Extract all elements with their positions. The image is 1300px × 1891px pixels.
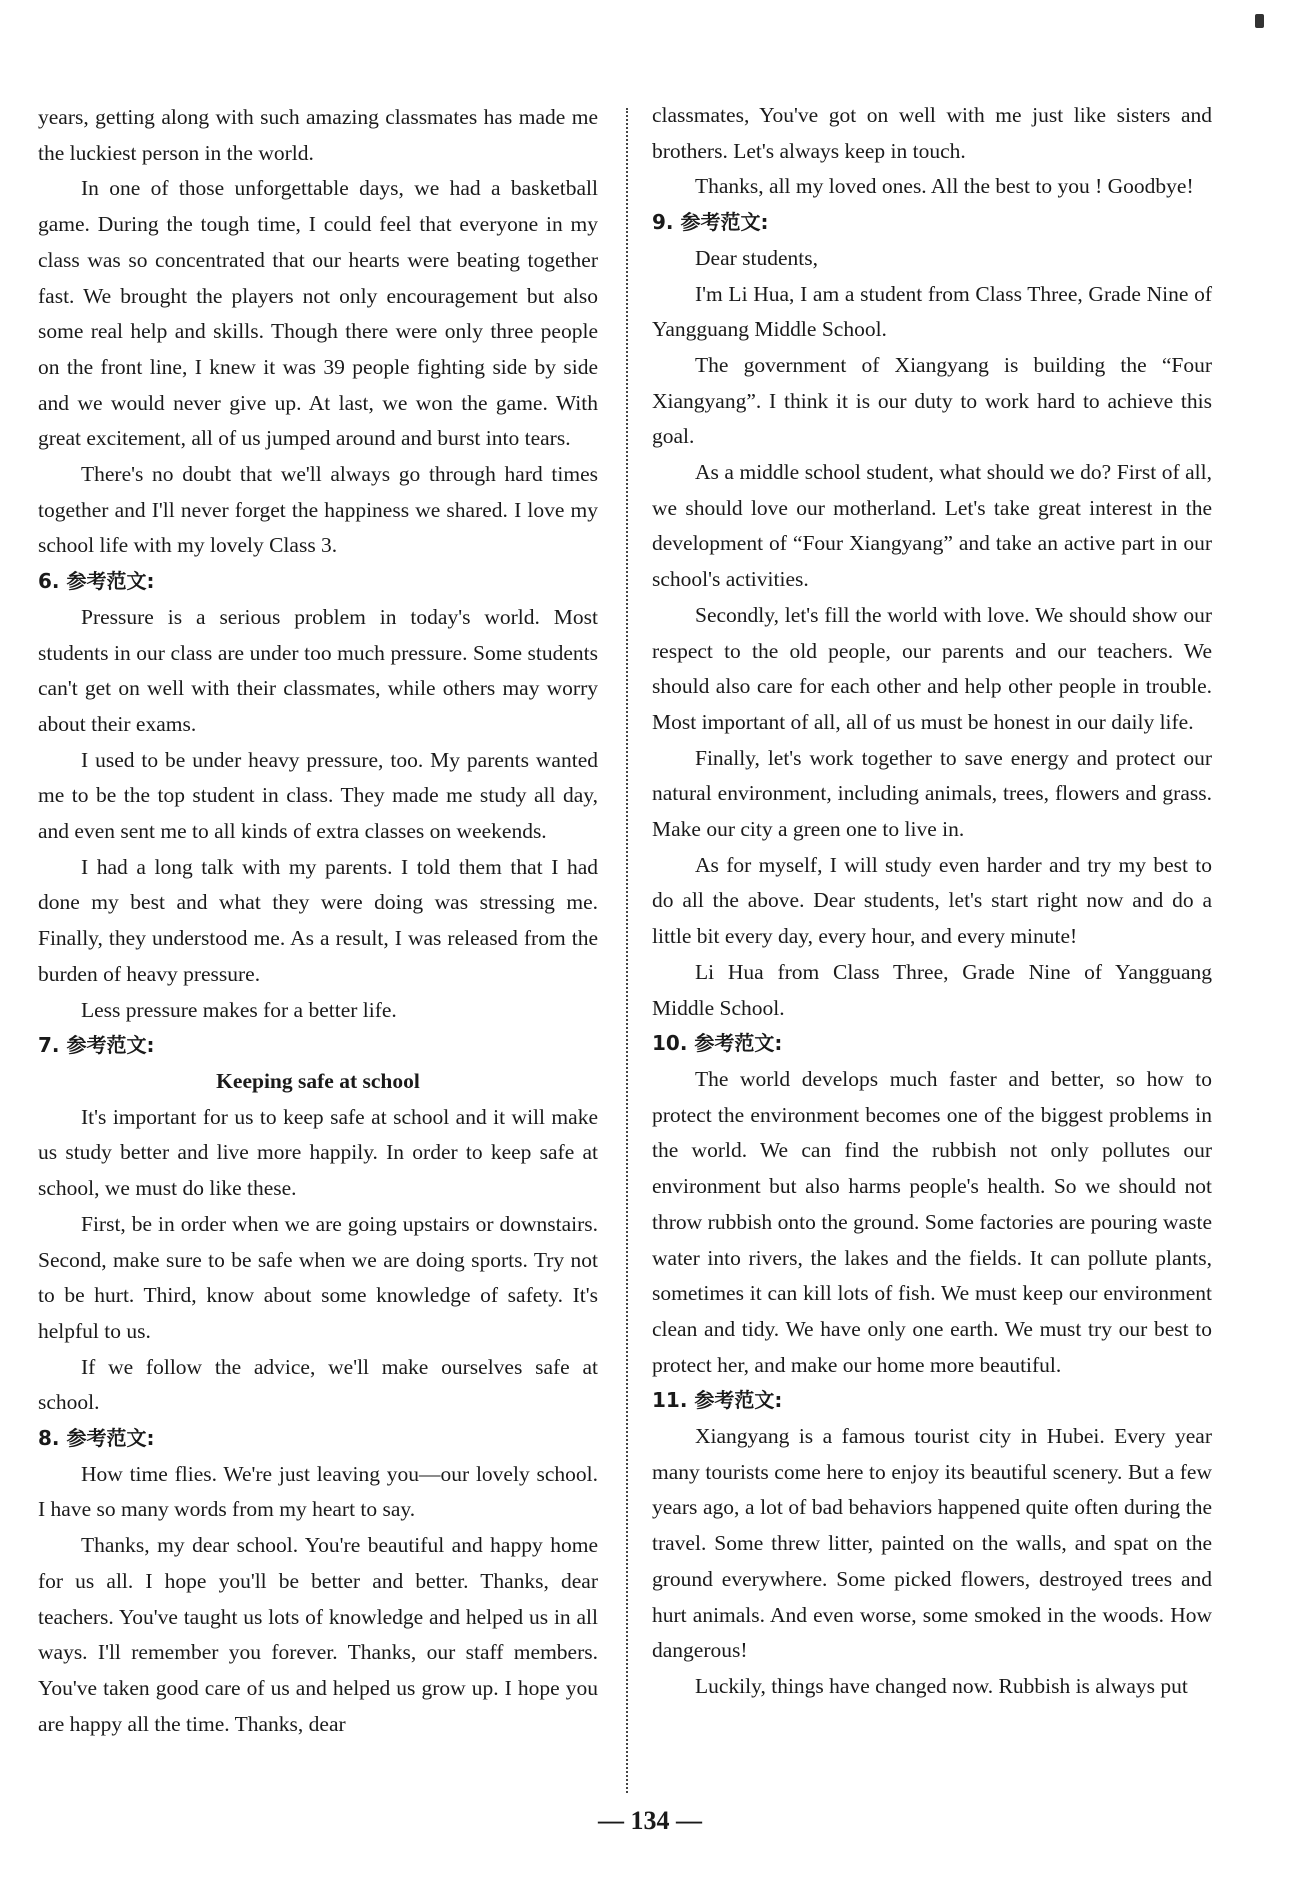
right-section-heading: 11. 参考范文: (652, 1388, 783, 1413)
left-paragraph: If we follow the advice, we'll make ourselves safe at school. (38, 1354, 598, 1415)
column-divider (626, 108, 628, 1793)
right-paragraph: Finally, let's work together to save energy and protect our natural environment, including animals, trees, flowers and grass. Make our city a green one to live in. (652, 745, 1212, 842)
right-paragraph: Dear students, (695, 245, 818, 270)
right-paragraph: I'm Li Hua, I am a student from Class Three, Grade Nine of Yangguang Middle School. (652, 281, 1212, 342)
left-paragraph: First, be in order when we are going upstairs or downstairs. Second, make sure to be safe when we are doing sports. Try not to be hurt. Third, know about some knowledge of safety. It's helpful to us. (38, 1211, 598, 1343)
right-paragraph: As for myself, I will study even harder and try my best to do all the above. Dear students, let's start right now and do a little bit every day, every hour, and every minute! (652, 852, 1212, 949)
right-paragraph: The government of Xiangyang is building the “Four Xiangyang”. I think it is our duty to work hard to achieve this goal. (652, 352, 1212, 449)
right-paragraph: The world develops much faster and better, so how to protect the environment becomes one of the biggest problems in the world. We can find the rubbish not only pollutes our environment but also harms people's health. So we should not throw rubbish onto the ground. Some factories are pouring waste water into rivers, the lakes and the fields. It can pollute plants, sometimes it can kill lots of fish. We must keep our environment clean and tidy. We have only one earth. We must try our best to protect her, and make our home more beautiful. (652, 1066, 1212, 1377)
right-paragraph: Secondly, let's fill the world with love. We should show our respect to the old people, our parents and our teachers. We should also care for each other and help other people in trouble. Most important of all, all of us must be honest in our daily life. (652, 602, 1212, 734)
left-paragraph: I used to be under heavy pressure, too. My parents wanted me to be the top student in class. They made me study all day, and even sent me to all kinds of extra classes on weekends. (38, 747, 598, 844)
right-paragraph: Li Hua from Class Three, Grade Nine of Yangguang Middle School. (652, 959, 1212, 1020)
right-section-heading: 10. 参考范文: (652, 1031, 783, 1056)
left-paragraph: In one of those unforgettable days, we had a basketball game. During the tough time, I could feel that everyone in my class was so concentrated that our hearts were beating together fast. We brought the players not only encouragement but also some real help and skills. Though there were only three people on the front line, I knew it was 39 people fighting side by side and we would never give up. At last, we won the game. With great excitement, all of us jumped around and burst into tears. (38, 176, 598, 451)
right-paragraph: Luckily, things have changed now. Rubbish is always put (695, 1673, 1188, 1698)
right-paragraph: classmates, You've got on well with me just like sisters and brothers. Let's always keep in touch. (652, 103, 1212, 163)
left-paragraph: years, getting along with such amazing classmates has made me the luckiest person in the world. (38, 105, 598, 165)
right-paragraph: As a middle school student, what should we do? First of all, we should love our motherland. Let's take great interest in the development of “Four Xiangyang” and take an active part in our school's activities. (652, 460, 1212, 592)
left-paragraph: How time flies. We're just leaving you—our lovely school. I have so many words from my heart to say. (38, 1461, 598, 1522)
left-paragraph: It's important for us to keep safe at school and it will make us study better and live more happily. In order to keep safe at school, we must do like these. (38, 1104, 598, 1201)
left-section-heading: 8. 参考范文: (38, 1426, 155, 1451)
right-paragraph: Xiangyang is a famous tourist city in Hubei. Every year many tourists come here to enjoy its beautiful scenery. But a few years ago, a lot of bad behaviors happened quite often during the travel. Some threw litter, painted on the walls, and spat on the ground everywhere. Some picked flowers, destroyed trees and hurt animals. And even worse, some smoked in the woods. How dangerous! (652, 1424, 1212, 1663)
left-paragraph: Pressure is a serious problem in today's world. Most students in our class are under too much pressure. Some students can't get on well with their classmates, while others may worry about their exams. (38, 604, 598, 736)
left-column (38, 100, 598, 1742)
left-paragraph: I had a long talk with my parents. I told them that I had done my best and what they were doing was stressing me. Finally, they understood me. As a result, I was released from the burden of heavy pressure. (38, 854, 598, 986)
corner-mark (1255, 14, 1264, 28)
left-paragraph: There's no doubt that we'll always go through hard times together and I'll never forget the happiness we shared. I love my school life with my lovely Class 3. (38, 462, 598, 558)
page-number: — 134 — (598, 1806, 702, 1835)
right-column (652, 98, 1212, 1705)
left-essay-title: Keeping safe at school (216, 1068, 420, 1093)
left-section-heading: 6. 参考范文: (38, 569, 155, 594)
right-paragraph: Thanks, all my loved ones. All the best to you ! Goodbye! (695, 174, 1194, 199)
right-section-heading: 9. 参考范文: (652, 210, 769, 235)
left-paragraph: Less pressure makes for a better life. (81, 997, 397, 1022)
left-section-heading: 7. 参考范文: (38, 1033, 155, 1058)
left-paragraph: Thanks, my dear school. You're beautiful and happy home for us all. I hope you'll be better and better. Thanks, dear teachers. You've taught us lots of knowledge and helped us in all ways. I'll remember you forever. Thanks, our staff members. You've taken good care of us and helped us grow up. I hope you are happy all the time. Thanks, dear (38, 1533, 598, 1736)
